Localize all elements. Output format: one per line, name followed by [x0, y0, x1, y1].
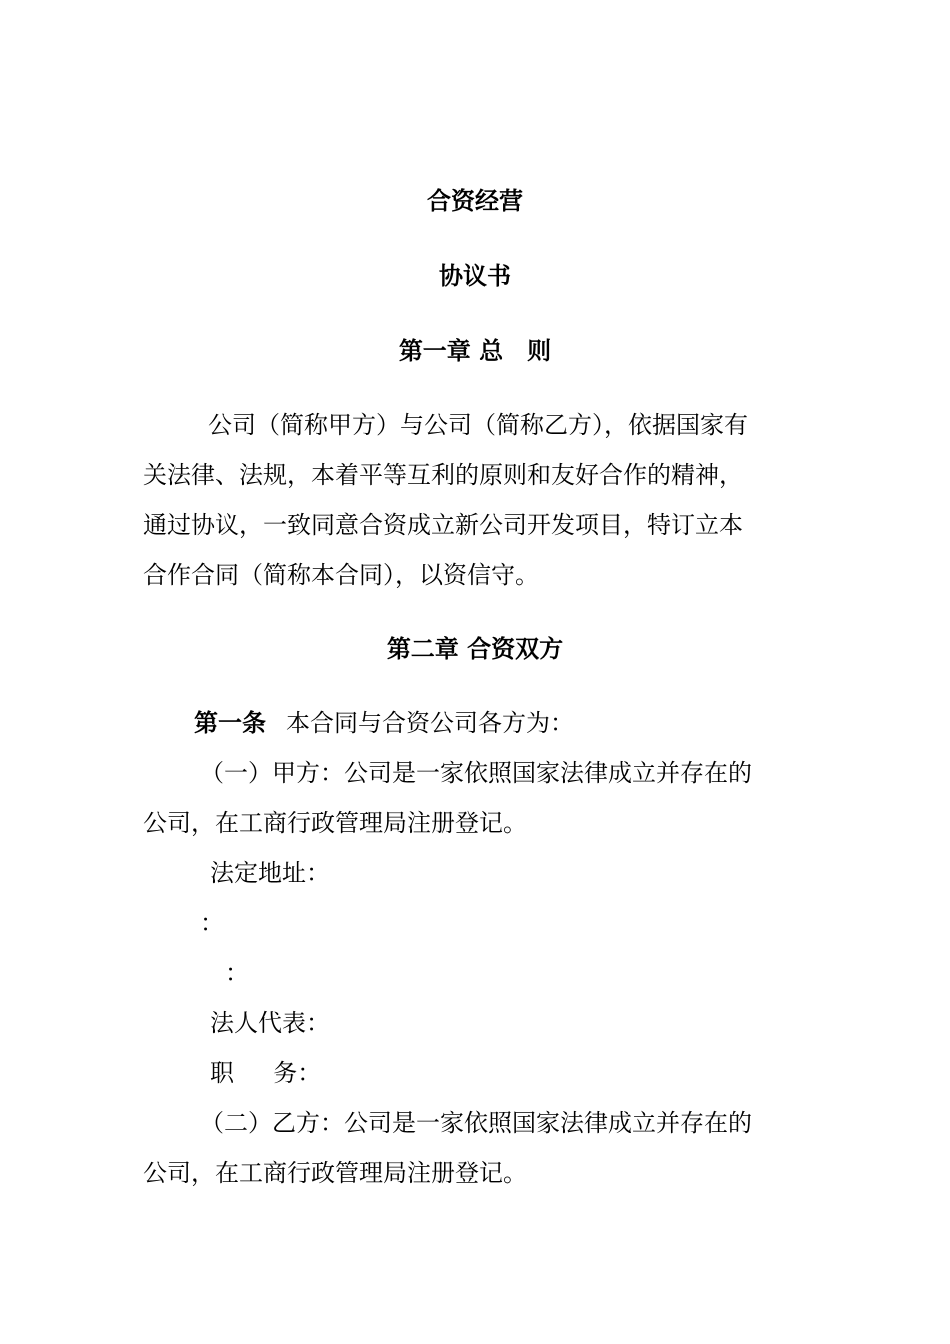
party-b-line2: 公司，在工商行政管理局注册登记。: [143, 1159, 527, 1187]
party-a-address: 法定地址：: [210, 859, 330, 887]
document-title-line2: 协议书: [439, 262, 511, 290]
article1-text: 本合同与合资公司各方为：: [286, 709, 574, 737]
preamble-line3: 通过协议，一致同意合资成立新公司开发项目，特订立本: [143, 511, 743, 539]
chapter1-heading: 第一章 总 则: [398, 337, 552, 365]
preamble-line4: 合作合同（简称本合同），以资信守。: [143, 561, 539, 589]
preamble-line1: 公司（简称甲方）与公司（简称乙方），依据国家有: [208, 411, 748, 439]
party-a-line2: 公司，在工商行政管理局注册登记。: [143, 809, 527, 837]
party-a-colon1: ：: [200, 909, 224, 937]
article1-label: 第一条: [194, 709, 266, 737]
chapter2-heading: 第二章 合资双方: [386, 635, 564, 663]
party-a-position: 职 务：: [210, 1059, 322, 1087]
document-title-line1: 合资经营: [427, 187, 523, 215]
preamble-line2: 关法律、法规，本着平等互利的原则和友好合作的精神，: [143, 461, 743, 489]
party-b-line1: （二）乙方：公司是一家依照国家法律成立并存在的: [200, 1109, 752, 1137]
party-a-line1: （一）甲方：公司是一家依照国家法律成立并存在的: [200, 759, 752, 787]
party-a-legal-rep: 法人代表：: [210, 1009, 330, 1037]
party-a-colon2: ：: [225, 959, 249, 987]
